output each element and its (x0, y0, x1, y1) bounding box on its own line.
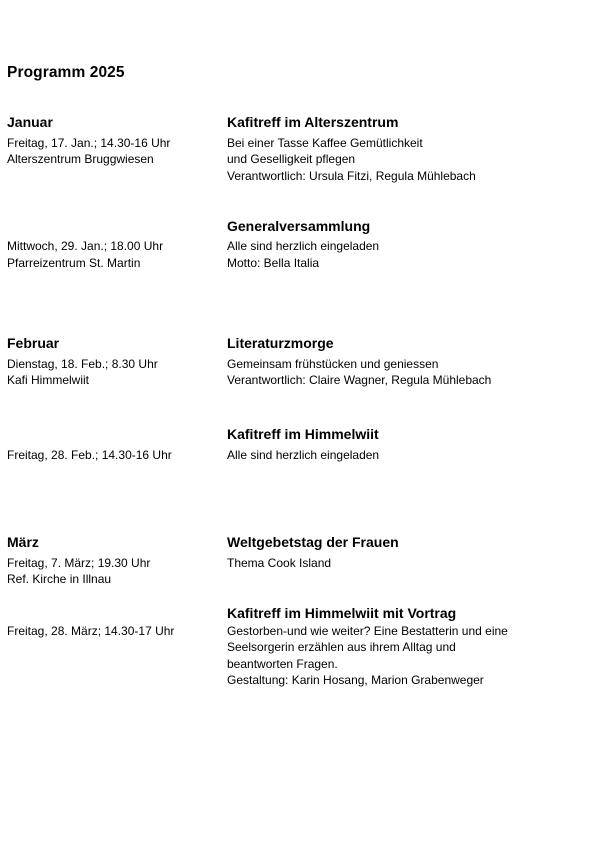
month-heading-maerz: März (7, 534, 39, 550)
event-location: Kafi Himmelwiit (7, 373, 90, 387)
month-heading-januar: Januar (7, 114, 53, 130)
event-title: Weltgebetstag der Frauen (227, 534, 399, 550)
event-date: Freitag, 7. März; 19.30 Uhr (7, 556, 151, 570)
event-date: Freitag, 28. Feb.; 14.30-16 Uhr (7, 448, 172, 462)
event-description-line: Alle sind herzlich eingeladen (227, 448, 380, 462)
event-responsible: Verantwortlich: Claire Wagner, Regula Mühlebach (227, 373, 492, 387)
event-date: Dienstag, 18. Feb.; 8.30 Uhr (7, 357, 158, 371)
event-responsible: Verantwortlich: Ursula Fitzi, Regula Mühlebach (227, 169, 476, 183)
event-title: Generalversammlung (227, 218, 371, 234)
event-organizer: Gestaltung: Karin Hosang, Marion Grabenweger (227, 673, 484, 687)
event-location: Alterszentrum Bruggwiesen (7, 152, 154, 166)
event-description-line: Alle sind herzlich eingeladen (227, 239, 380, 253)
event-title: Literaturzmorge (227, 335, 334, 351)
month-heading-februar: Februar (7, 335, 60, 351)
event-description-line: Seelsorgerin erzählen aus ihrem Alltag und (227, 640, 456, 654)
event-description-line: Gestorben-und wie weiter? Eine Bestatterin und eine (227, 624, 508, 638)
event-title: Kafitreff im Himmelwiit mit Vortrag (227, 605, 457, 621)
event-date: Freitag, 17. Jan.; 14.30-16 Uhr (7, 136, 171, 150)
event-title: Kafitreff im Alterszentrum (227, 114, 399, 130)
event-description-line: Bei einer Tasse Kaffee Gemütlichkeit (227, 136, 423, 150)
event-date: Freitag, 28. März; 14.30-17 Uhr (7, 624, 175, 638)
event-description-line: und Geselligkeit pflegen (227, 152, 356, 166)
event-description-line: Gemeinsam frühstücken und geniessen (227, 357, 439, 371)
event-description-line: beantworten Fragen. (227, 657, 338, 671)
event-location: Pfarreizentrum St. Martin (7, 256, 141, 270)
event-date: Mittwoch, 29. Jan.; 18.00 Uhr (7, 239, 164, 253)
event-description-line: Thema Cook Island (227, 556, 332, 570)
event-title: Kafitreff im Himmelwiit (227, 426, 379, 442)
event-location: Ref. Kirche in Illnau (7, 572, 112, 586)
page-title: Programm 2025 (7, 64, 125, 81)
event-motto: Motto: Bella Italia (227, 256, 320, 270)
